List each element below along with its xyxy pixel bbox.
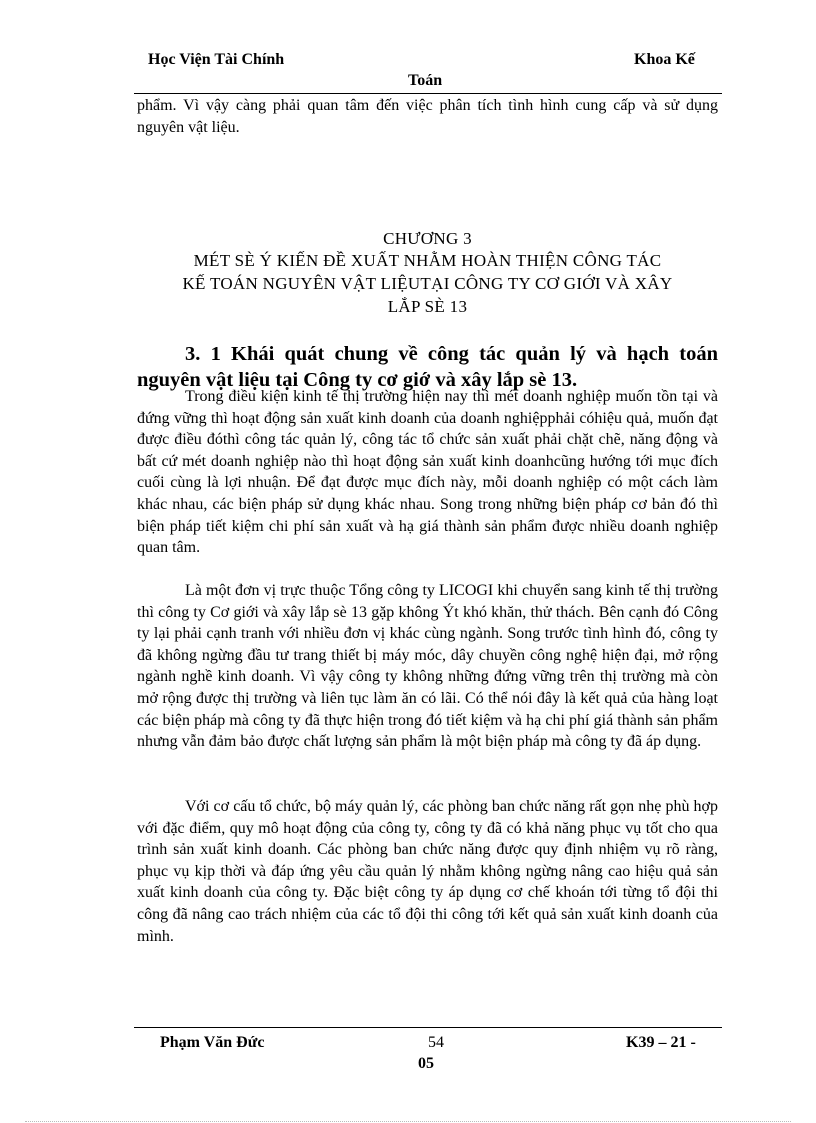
page-number: 54 (428, 1034, 444, 1051)
body-paragraph-2: Là một đơn vị trực thuộc Tổng công ty LICOGI khi chuyển sang kinh tế thị trường thì công ty Cơ giới và xây lắp sè 13 gặp không Ýt khó khăn, thử thách. Bên cạnh đó Công ty lại phải cạnh tranh với nhiều đơn vị khác cùng ngành. Song trước tình hình đó, công ty đã không ngừng đầu tư trang thiết bị máy móc, dây chuyền công nghệ hiện đại, mở rộng ngành nghề kinh doanh. Vì vậy công ty không những đứng vững trên thị trường mà còn mở rộng được thị trường và liên tục làm ăn có lãi. Có thể nói đây là kết quả của hàng loạt các biện pháp mà công ty đã thực hiện trong đó tiết kiệm và hạ chi phí giá thành sản phẩm nhưng vẫn đảm bảo được chất lượng sản phẩm là một biện pháp mà công ty đã áp dụng. (137, 582, 718, 751)
chapter-number: CHƯƠNG 3 (383, 229, 472, 248)
header-right: Khoa Kế (634, 51, 695, 68)
intro-paragraph: phẩm. Vì vậy càng phải quan tâm đến việc phân tích tình hình cung cấp và sử dụng nguyên vật liệu. (137, 97, 718, 136)
chapter-title-line-3: LẮP SÈ 13 (387, 297, 468, 316)
footer-rule (134, 1027, 722, 1028)
body-paragraph-1: Trong điều kiện kinh tế thị trường hiện nay thì mét doanh nghiệp muốn tồn tại và đứng vững thì hoạt động sản xuất kinh doanh của doanh nghiệpphải cóhiệu quả, muốn đạt được điều đóthì công tác quản lý, công tác tổ chức sản xuất phải chặt chẽ, năng động và bất cứ mét doanh nghiệp nào thì hoạt động sản xuất kinh doanhcũng hướng tới mục đích cuối cùng là lợi nhuận. Để đạt được mục đích này, mỗi doanh nghiệp có một cách làm khác nhau, các biện pháp sử dụng khác nhau. Song trong những biện pháp cơ bản đó thì biện pháp tiết kiệm chi phí sản xuất và hạ giá thành sản phẩm được nhiều doanh nghiệp quan tâm. (137, 388, 718, 557)
header-rule (134, 93, 722, 94)
header-left: Học Viện Tài Chính (148, 51, 285, 68)
footer-author: Phạm Văn Đức (160, 1034, 265, 1051)
chapter-title-line-2: KẾ TOÁN NGUYÊN VẬT LIỆUTẠI CÔNG TY CƠ GIỚI VÀ XÂY (182, 274, 673, 293)
chapter-title-line-1: MÉT SÈ Ý KIẾN ĐỀ XUẤT NHẰM HOÀN THIỆN CÔNG TÁC (193, 251, 662, 270)
footer-class-code-continued: 05 (418, 1055, 434, 1072)
section-heading: 3. 1 Khái quát chung về công tác quản lý và hạch toán nguyên vật liệu tại Công ty cơ giớ và xây lắp sè 13. (137, 343, 718, 391)
header-right-continued: Toán (408, 72, 443, 89)
page-bottom-edge (25, 1121, 791, 1122)
footer-class-code: K39 – 21 - (626, 1034, 696, 1051)
body-paragraph-3: Với cơ cấu tổ chức, bộ máy quản lý, các phòng ban chức năng rất gọn nhẹ phù hợp với đặc điểm, quy mô hoạt động của công ty, công ty đã có khả năng phục vụ tốt cho qua trình sản xuất kinh doanh. Các phòng ban chức năng được quy định nhiệm vụ rõ ràng, phục vụ kịp thời và đáp ứng yêu cầu quản lý nhằm không ngừng nâng cao hiệu quả sản xuất kinh doanh của công ty. Đặc biệt công ty áp dụng cơ chế khoán tới từng tổ đội thi công đã nâng cao trách nhiệm của các tổ đội thi công tới kết quả sản xuất kinh doanh của mình. (137, 798, 718, 945)
